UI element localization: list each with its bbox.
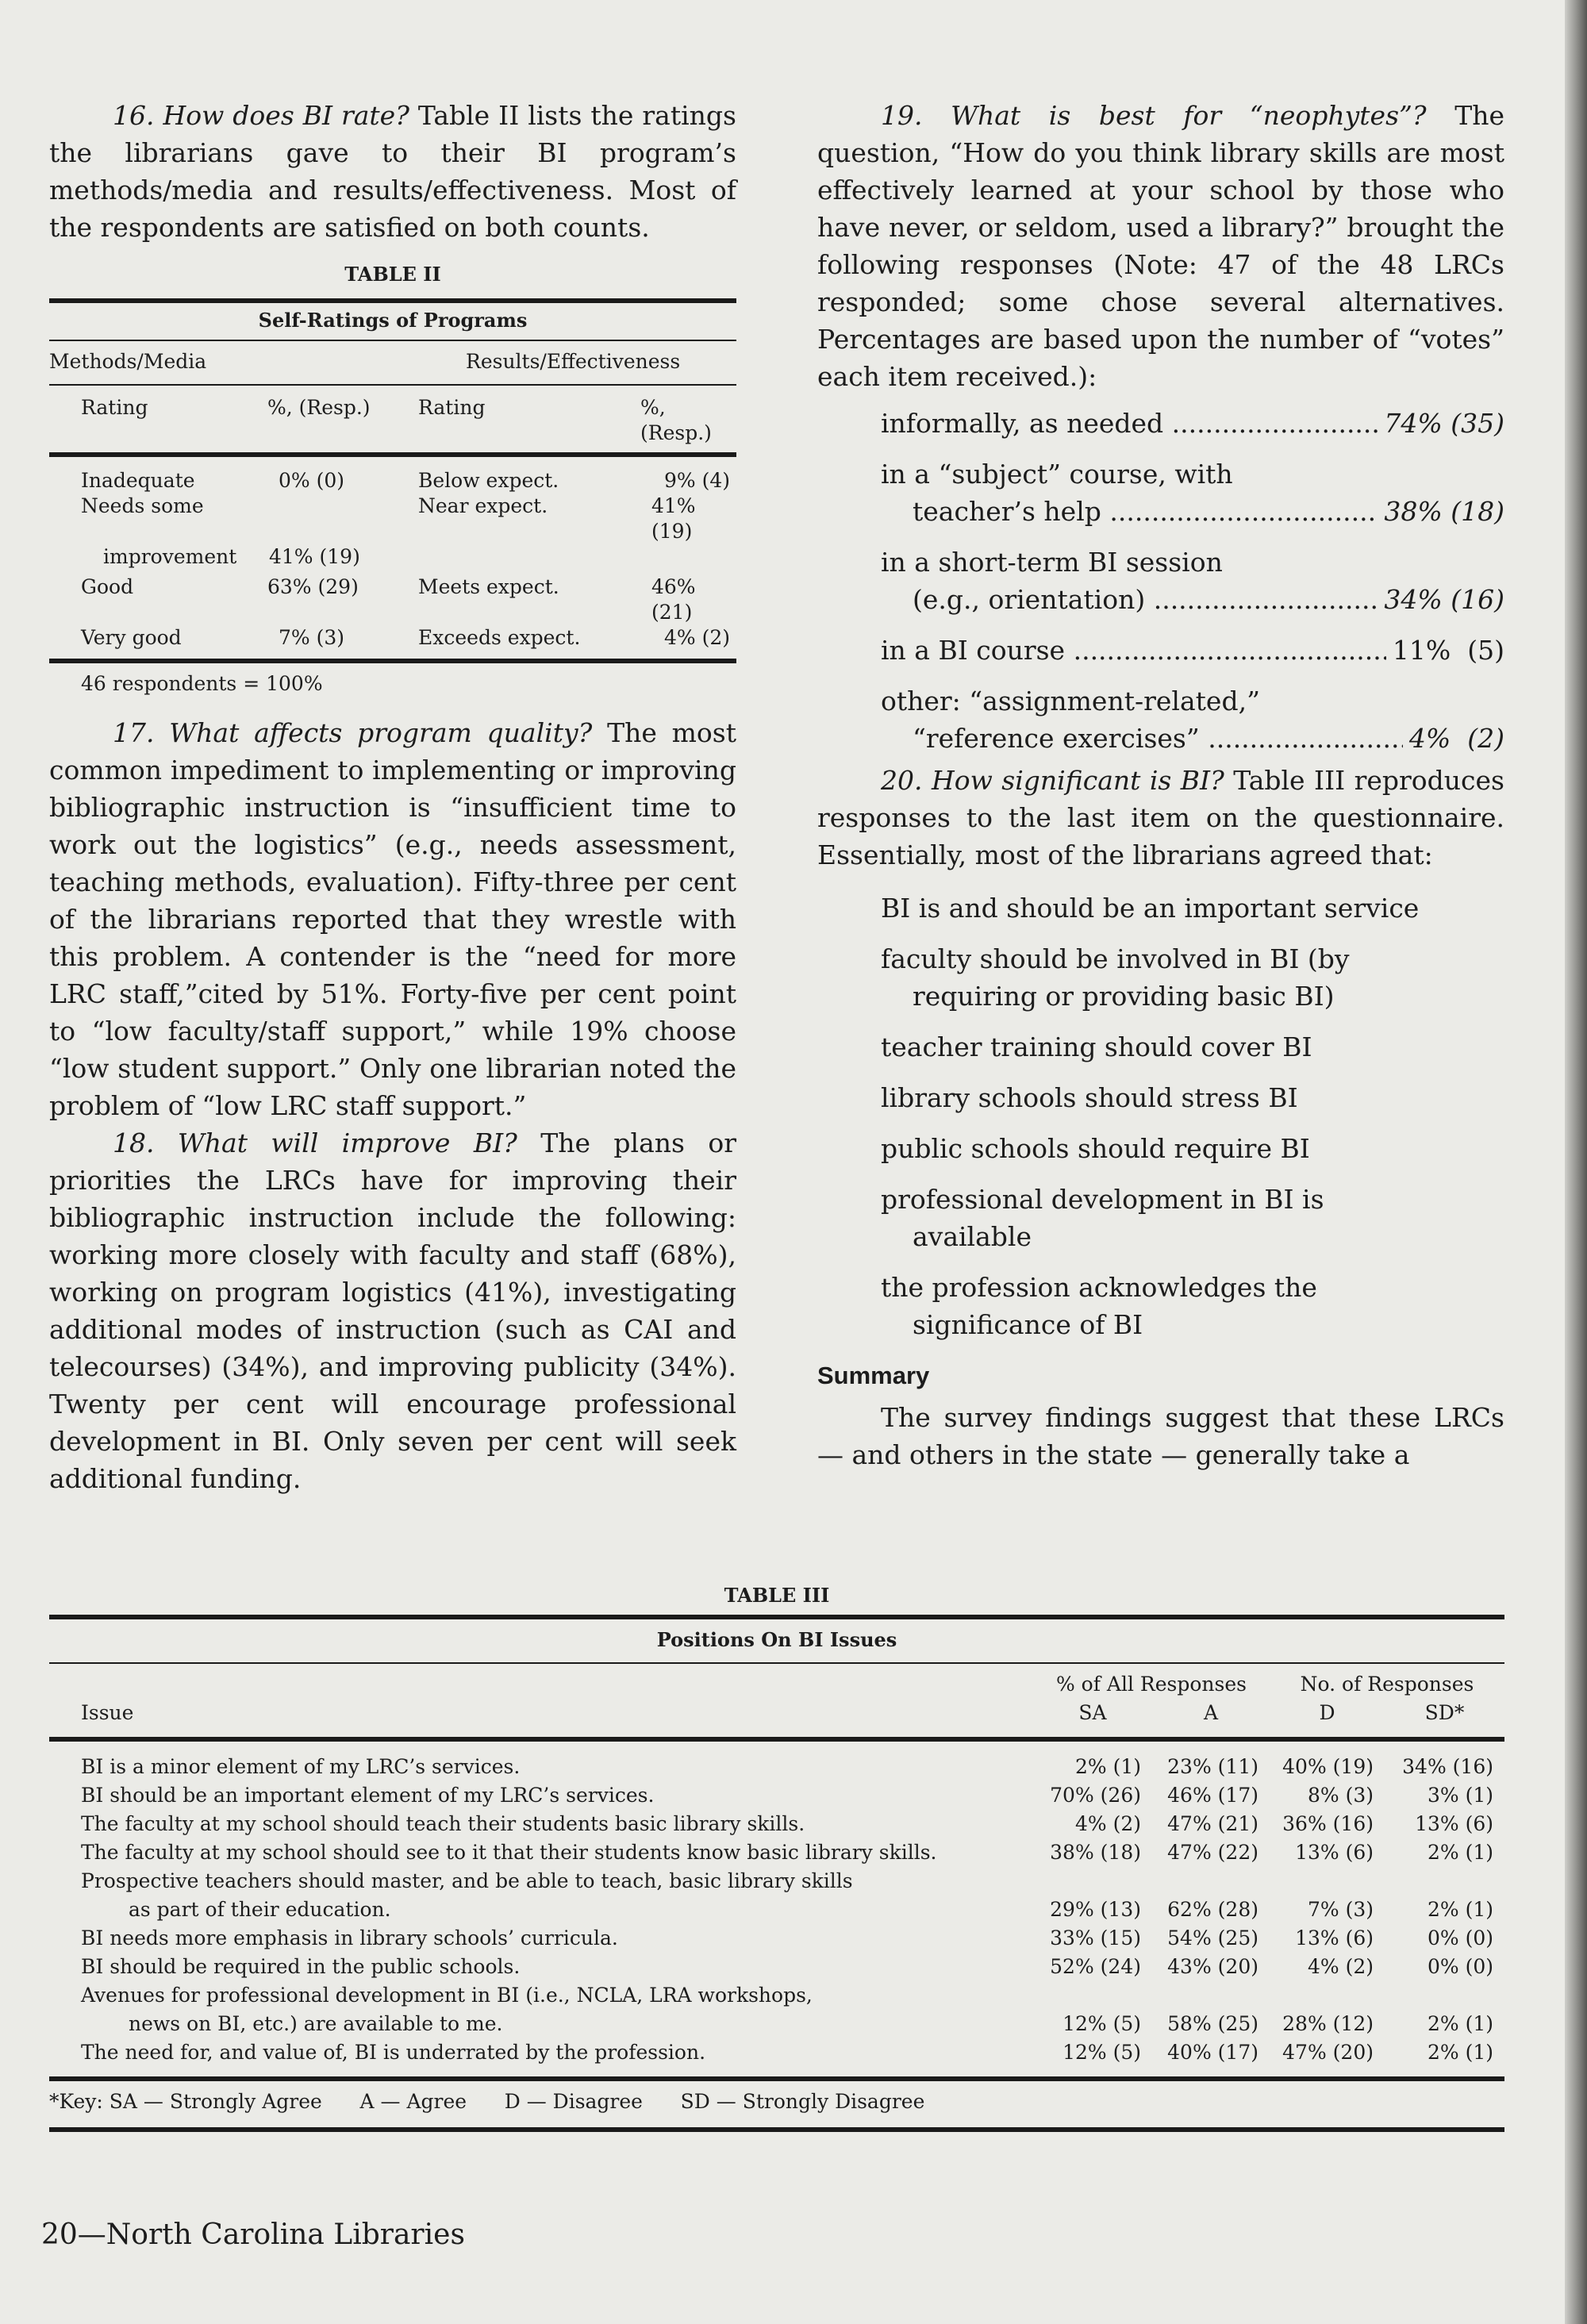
table-2-row: improvement 41% (19) [103,545,360,568]
table-2-row: Inadequate 0% (0) Below expect. 9% (4) [81,469,731,492]
agreement-item: teacher training should cover BI [881,1031,1312,1062]
table-2 [49,262,736,697]
q20-text: Table III reproduces responses to the last item on the questionnaire. Essentially, most of the librarians agreed that: [817,765,1504,870]
left-column [49,97,736,1497]
agreement-item: public schools should require BI [881,1133,1310,1164]
table-2-row: Very good 7% (3) Exceeds expect. 4% (2) [81,626,731,649]
table-2-note: 46 respondents = 100% [81,672,323,695]
page-edge-shadow [1565,0,1587,2324]
response-list [817,405,1504,757]
q16-text: Table II lists the ratings the librarians gave to their BI program’s methods/media and results/effectiveness. Most of the respondents are satisfied on both counts. [49,100,736,243]
table-2-subtitle: Self-Ratings of Programs [258,309,528,332]
agreement-item: faculty should be involved in BI (by [881,943,1350,974]
table-2-title: TABLE II [344,263,441,286]
table-3-row: news on BI, etc.) are available to me. 12% (5) 58% (25) 28% (12) 2% (1) [129,2012,1493,2035]
agreement-item-cont: significance of BI [913,1309,1143,1340]
summary-text: The survey findings suggest that these LRCs — and others in the state — generally take a [817,1402,1504,1470]
table-3-header-num: No. of Responses [1300,1673,1474,1696]
table-3-header: SA [1078,1701,1107,1724]
q17-paragraph [49,714,736,1124]
table-2-row: Needs some Near expect. 41% (19) [81,494,696,543]
agreement-item: BI is and should be an important service [881,893,1420,924]
summary-heading: Summary [817,1362,930,1389]
agreement-item: professional development in BI is [881,1184,1324,1215]
response-item: (e.g., orientation) ..... 34% (16) [913,581,1504,618]
q19-paragraph [817,97,1504,395]
table-3-row: The need for, and value of, BI is underrated by the profession. 12% (5) 40% (17) 47% (20) 2% (1) [81,2041,1493,2064]
q16-heading: 16. How does BI rate? [113,100,409,131]
q16-paragraph [49,97,736,246]
page-footer: 20—North Carolina Libraries [41,2218,465,2251]
response-item: in a BI course ..... 11% (5) [881,632,1504,669]
table-3-row-line: Avenues for professional development in BI (i.e., NCLA, LRA workshops, [81,1984,813,2007]
table-2-row: Good 63% (29) Meets expect. 46% (21) [81,575,696,624]
table-3-row: BI should be required in the public schools. 52% (24) 43% (20) 4% (2) 0% (0) [81,1955,1493,1978]
agreement-list [881,889,1504,1343]
table-3-row-line: Prospective teachers should master, and be able to teach, basic library skills [81,1869,853,1892]
right-column [817,97,1504,1473]
response-item: informally, as needed ..... 74% (35) [881,405,1504,442]
table-3-row: BI is a minor element of my LRC’s services. 2% (1) 23% (11) 40% (19) 34% (16) [81,1755,1493,1778]
table-3-header: SD* [1424,1701,1465,1724]
table-3-header-issue: Issue [81,1701,134,1724]
table-3-key: *Key: SA — Strongly Agree A — Agree D — Disagree SD — Strongly Disagree [49,2090,925,2113]
table-3-row: as part of their education. 29% (13) 62% (28) 7% (3) 2% (1) [129,1898,1493,1921]
table-3-header: D [1319,1701,1335,1724]
q20-heading: 20. How significant is BI? [881,765,1224,796]
response-item-line: in a short-term BI session [881,547,1223,578]
agreement-item-cont: requiring or providing basic BI) [913,981,1335,1012]
table-2-header: %, (Resp.) [267,396,371,419]
q18-heading: 18. What will improve BI? [113,1127,517,1158]
table-2-header: Rating [418,396,486,419]
table-2-group-results: Results/Effectiveness [466,350,681,373]
q20-paragraph [817,762,1504,874]
q18-paragraph [49,1124,736,1497]
response-item-line: other: “assignment-related,” [881,686,1260,716]
table-3-row: BI should be an important element of my LRC’s services. 70% (26) 46% (17) 8% (3) 3% (1) [81,1784,1493,1807]
table-3-row: The faculty at my school should see to it that their students know basic library skills. 38% (18) 47% (22) 13% (6) 2% (1) [81,1841,1493,1864]
q18-text: The plans or priorities the LRCs have for improving their bibliographic instruction include the following: working more closely with faculty and staff (68%), working on program logistics (41%), investigating additional modes of instruction (such as CAI and telecourses) (34%), and improving publicity (34%). Twenty per cent will encourage professional development in BI. Only seven per cent will seek additional funding. [49,1127,736,1494]
table-3-subtitle: Positions On BI Issues [656,1628,897,1651]
q19-text: The question, “How do you think library skills are most effectively learned at your school by those who have never, or seldom, used a library?” brought the following responses (Note: 47 of the 48 LRCs responded; some chose several alternatives. Percentages are based upon the number of “votes” each item received.): [817,100,1504,392]
table-2-header: Rating [81,396,148,419]
table-3-header: A [1203,1701,1219,1724]
table-3-row: The faculty at my school should teach their students basic library skills. 4% (2) 47% (21) 36% (16) 13% (6) [81,1812,1493,1835]
table-2-header: %, (Resp.) [640,396,712,444]
q17-text: The most common impediment to implementing or improving bibliographic instruction is “insufficient time to work out the logistics” (e.g., needs assessment, teaching methods, evaluation). Fifty-three per cent of the librarians reported that they wrestle with this problem. A contender is the “need for more LRC staff,”cited by 51%. Forty-five per cent point to “low faculty/staff support,” while 19% choose “low student support.” Only one librarian noted the problem of “low LRC staff support.” [49,717,736,1121]
response-item-line: in a “subject” course, with [881,459,1233,490]
agreement-item: the profession acknowledges the [881,1272,1317,1303]
response-item: “reference exercises” ..... 4% (2) [913,720,1504,757]
agreement-item-cont: available [913,1221,1032,1252]
table-3-header-pct: % of All Responses [1055,1673,1247,1696]
q17-heading: 17. What affects program quality? [113,717,593,748]
agreement-item: library schools should stress BI [881,1082,1298,1113]
response-item: teacher’s help ..... 38% (18) [913,493,1504,530]
table-3 [49,1583,1504,2132]
table-2-group-methods: Methods/Media [49,350,207,373]
table-3-title: TABLE III [724,1584,830,1607]
table-3-row: BI needs more emphasis in library schools’ curricula. 33% (15) 54% (25) 13% (6) 0% (0) [81,1926,1493,1949]
q19-heading: 19. What is best for “neophytes”? [881,100,1427,131]
